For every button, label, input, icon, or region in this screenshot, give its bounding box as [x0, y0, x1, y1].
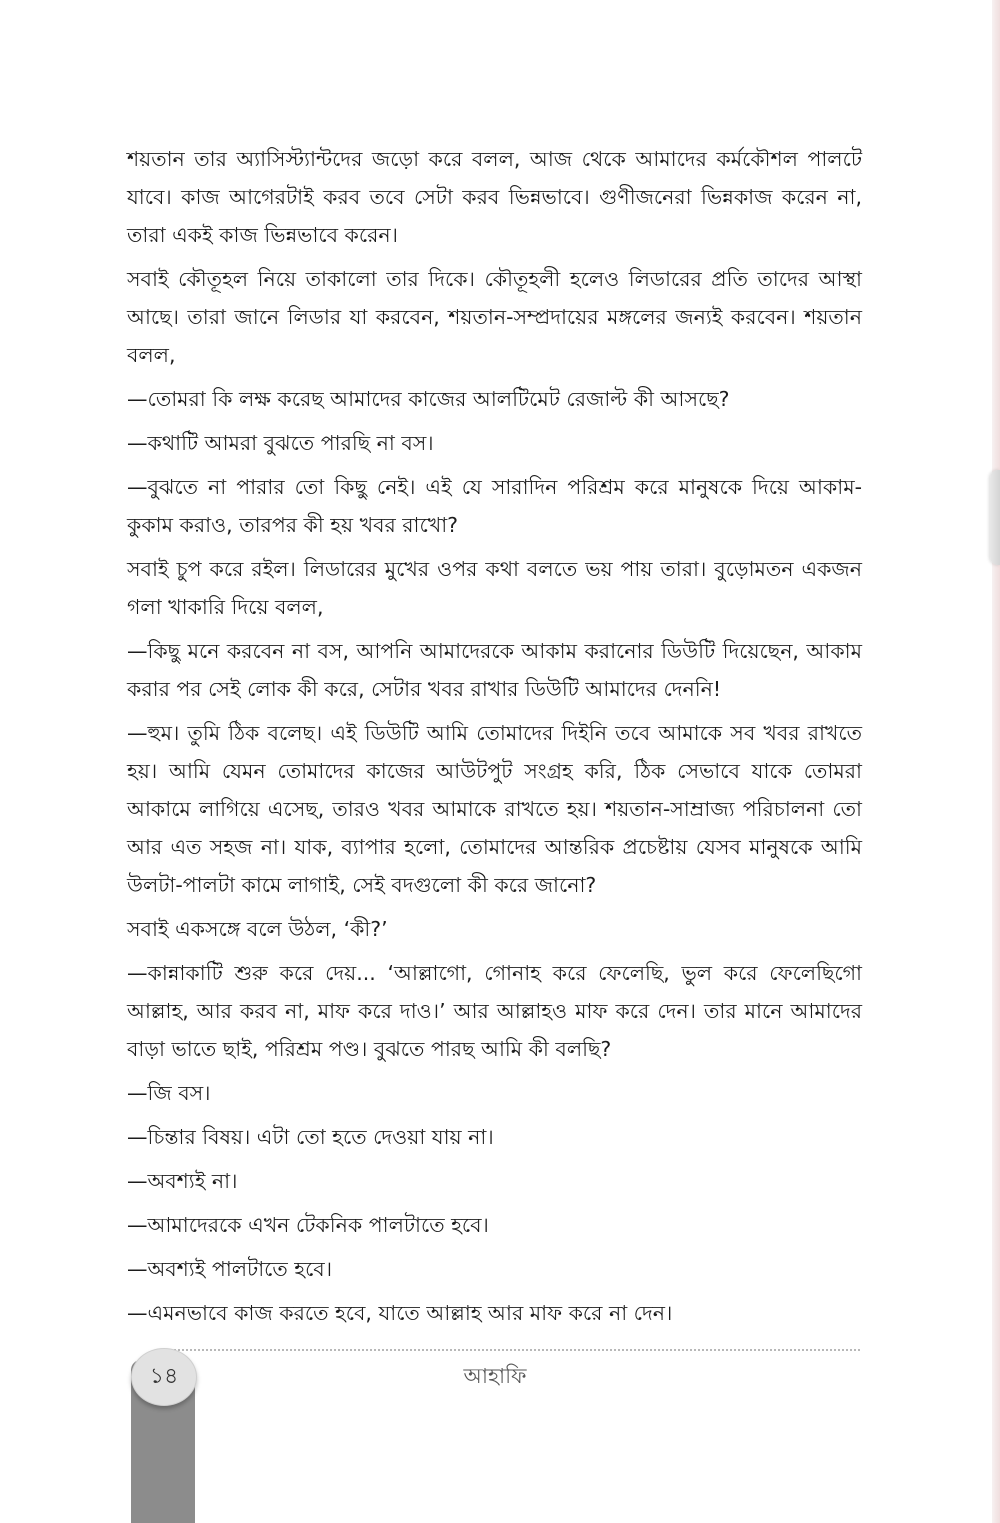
paragraph: —জি বস। — [127, 1081, 211, 1105]
paragraph: সবাই একসঙ্গে বলে উঠল, ‘কী?’ — [127, 917, 388, 941]
paragraph: —চিন্তার বিষয়। এটা তো হতে দেওয়া যায় না। — [127, 1125, 494, 1149]
paragraph: —কথাটি আমরা বুঝতে পারছি না বস। — [127, 431, 434, 455]
paragraph: সবাই চুপ করে রইল। লিডারের মুখের ওপর কথা বলতে ভয় পায় তারা। বুড়োমতন একজন গলা খাকারি দিয়ে বলল, — [127, 557, 862, 619]
paragraph: সবাই কৌতূহল নিয়ে তাকালো তার দিকে। কৌতূহলী হলেও লিডারের প্রতি তাদের আস্থা আছে। তারা জানে লিডার যা করবেন, শয়তান-সম্প্রদায়ের মঙ্গলের জন্যই করবেন। শয়তান বলল, — [127, 267, 862, 367]
paragraph: —কিছু মনে করবেন না বস, আপনি আমাদেরকে আকাম করানোর ডিউটি দিয়েছেন, আকাম করার পর সেই লোক কী করে, সেটার খবর রাখার ডিউটি আমাদের দেননি! — [127, 639, 862, 701]
page-number: ১৪ — [131, 1348, 197, 1406]
paragraph: —আমাদেরকে এখন টেকনিক পালটাতে হবে। — [127, 1213, 489, 1237]
paragraph: —অবশ্যই পালটাতে হবে। — [127, 1257, 333, 1281]
footer-divider — [165, 1349, 860, 1351]
paragraph: শয়তান তার অ্যাসিস্ট্যান্টদের জড়ো করে বলল, আজ থেকে আমাদের কর্মকৌশল পালটে যাবে। কাজ আগেরটাই করব তবে সেটা করব ভিন্নভাবে। গুণীজনেরা ভিন্নকাজ করেন না, তারা একই কাজ ভিন্নভাবে করেন। — [127, 147, 862, 247]
scroll-handle[interactable] — [990, 470, 1000, 565]
paragraph: —তোমরা কি লক্ষ করেছ আমাদের কাজের আলটিমেট রেজাল্ট কী আসছে? — [127, 387, 730, 411]
paragraph: —কান্নাকাটি শুরু করে দেয়... ‘আল্লাগো, গোনাহ করে ফেলেছি, ভুল করে ফেলেছিগো আল্লাহ, আর করব না, মাফ করে দাও।’ আর আল্লাহও মাফ করে দেন। তার মানে আমাদের বাড়া ভাতে ছাই, পরিশ্রম পণ্ড। বুঝতে পারছ আমি কী বলছি? — [127, 961, 862, 1061]
paragraph: —বুঝতে না পারার তো কিছু নেই। এই যে সারাদিন পরিশ্রম করে মানুষকে দিয়ে আকাম-কুকাম করাও, তারপর কী হয় খবর রাখো? — [127, 475, 862, 537]
body-text — [127, 140, 862, 1338]
page-right-edge — [992, 0, 1000, 1523]
footer-author: আহাফি — [463, 1364, 527, 1388]
paragraph: —হুম। তুমি ঠিক বলেছ। এই ডিউটি আমি তোমাদের দিইনি তবে আমাকে সব খবর রাখতে হয়। আমি যেমন তোমাদের কাজের আউটপুট সংগ্রহ করি, ঠিক সেভাবে যাকে তোমরা আকামে লাগিয়ে এসেছ, তারও খবর আমাকে রাখতে হয়। শয়তান-সাম্রাজ্য পরিচালনা তো আর এত সহজ না। যাক, ব্যাপার হলো, তোমাদের আন্তরিক প্রচেষ্টায় যেসব মানুষকে আমি উলটা-পালটা কামে লাগাই, সেই বদগুলো কী করে জানো? — [127, 721, 862, 897]
paragraph: —এমনভাবে কাজ করতে হবে, যাতে আল্লাহ আর মাফ করে না দেন। — [127, 1301, 673, 1325]
paragraph: —অবশ্যই না। — [127, 1169, 238, 1193]
